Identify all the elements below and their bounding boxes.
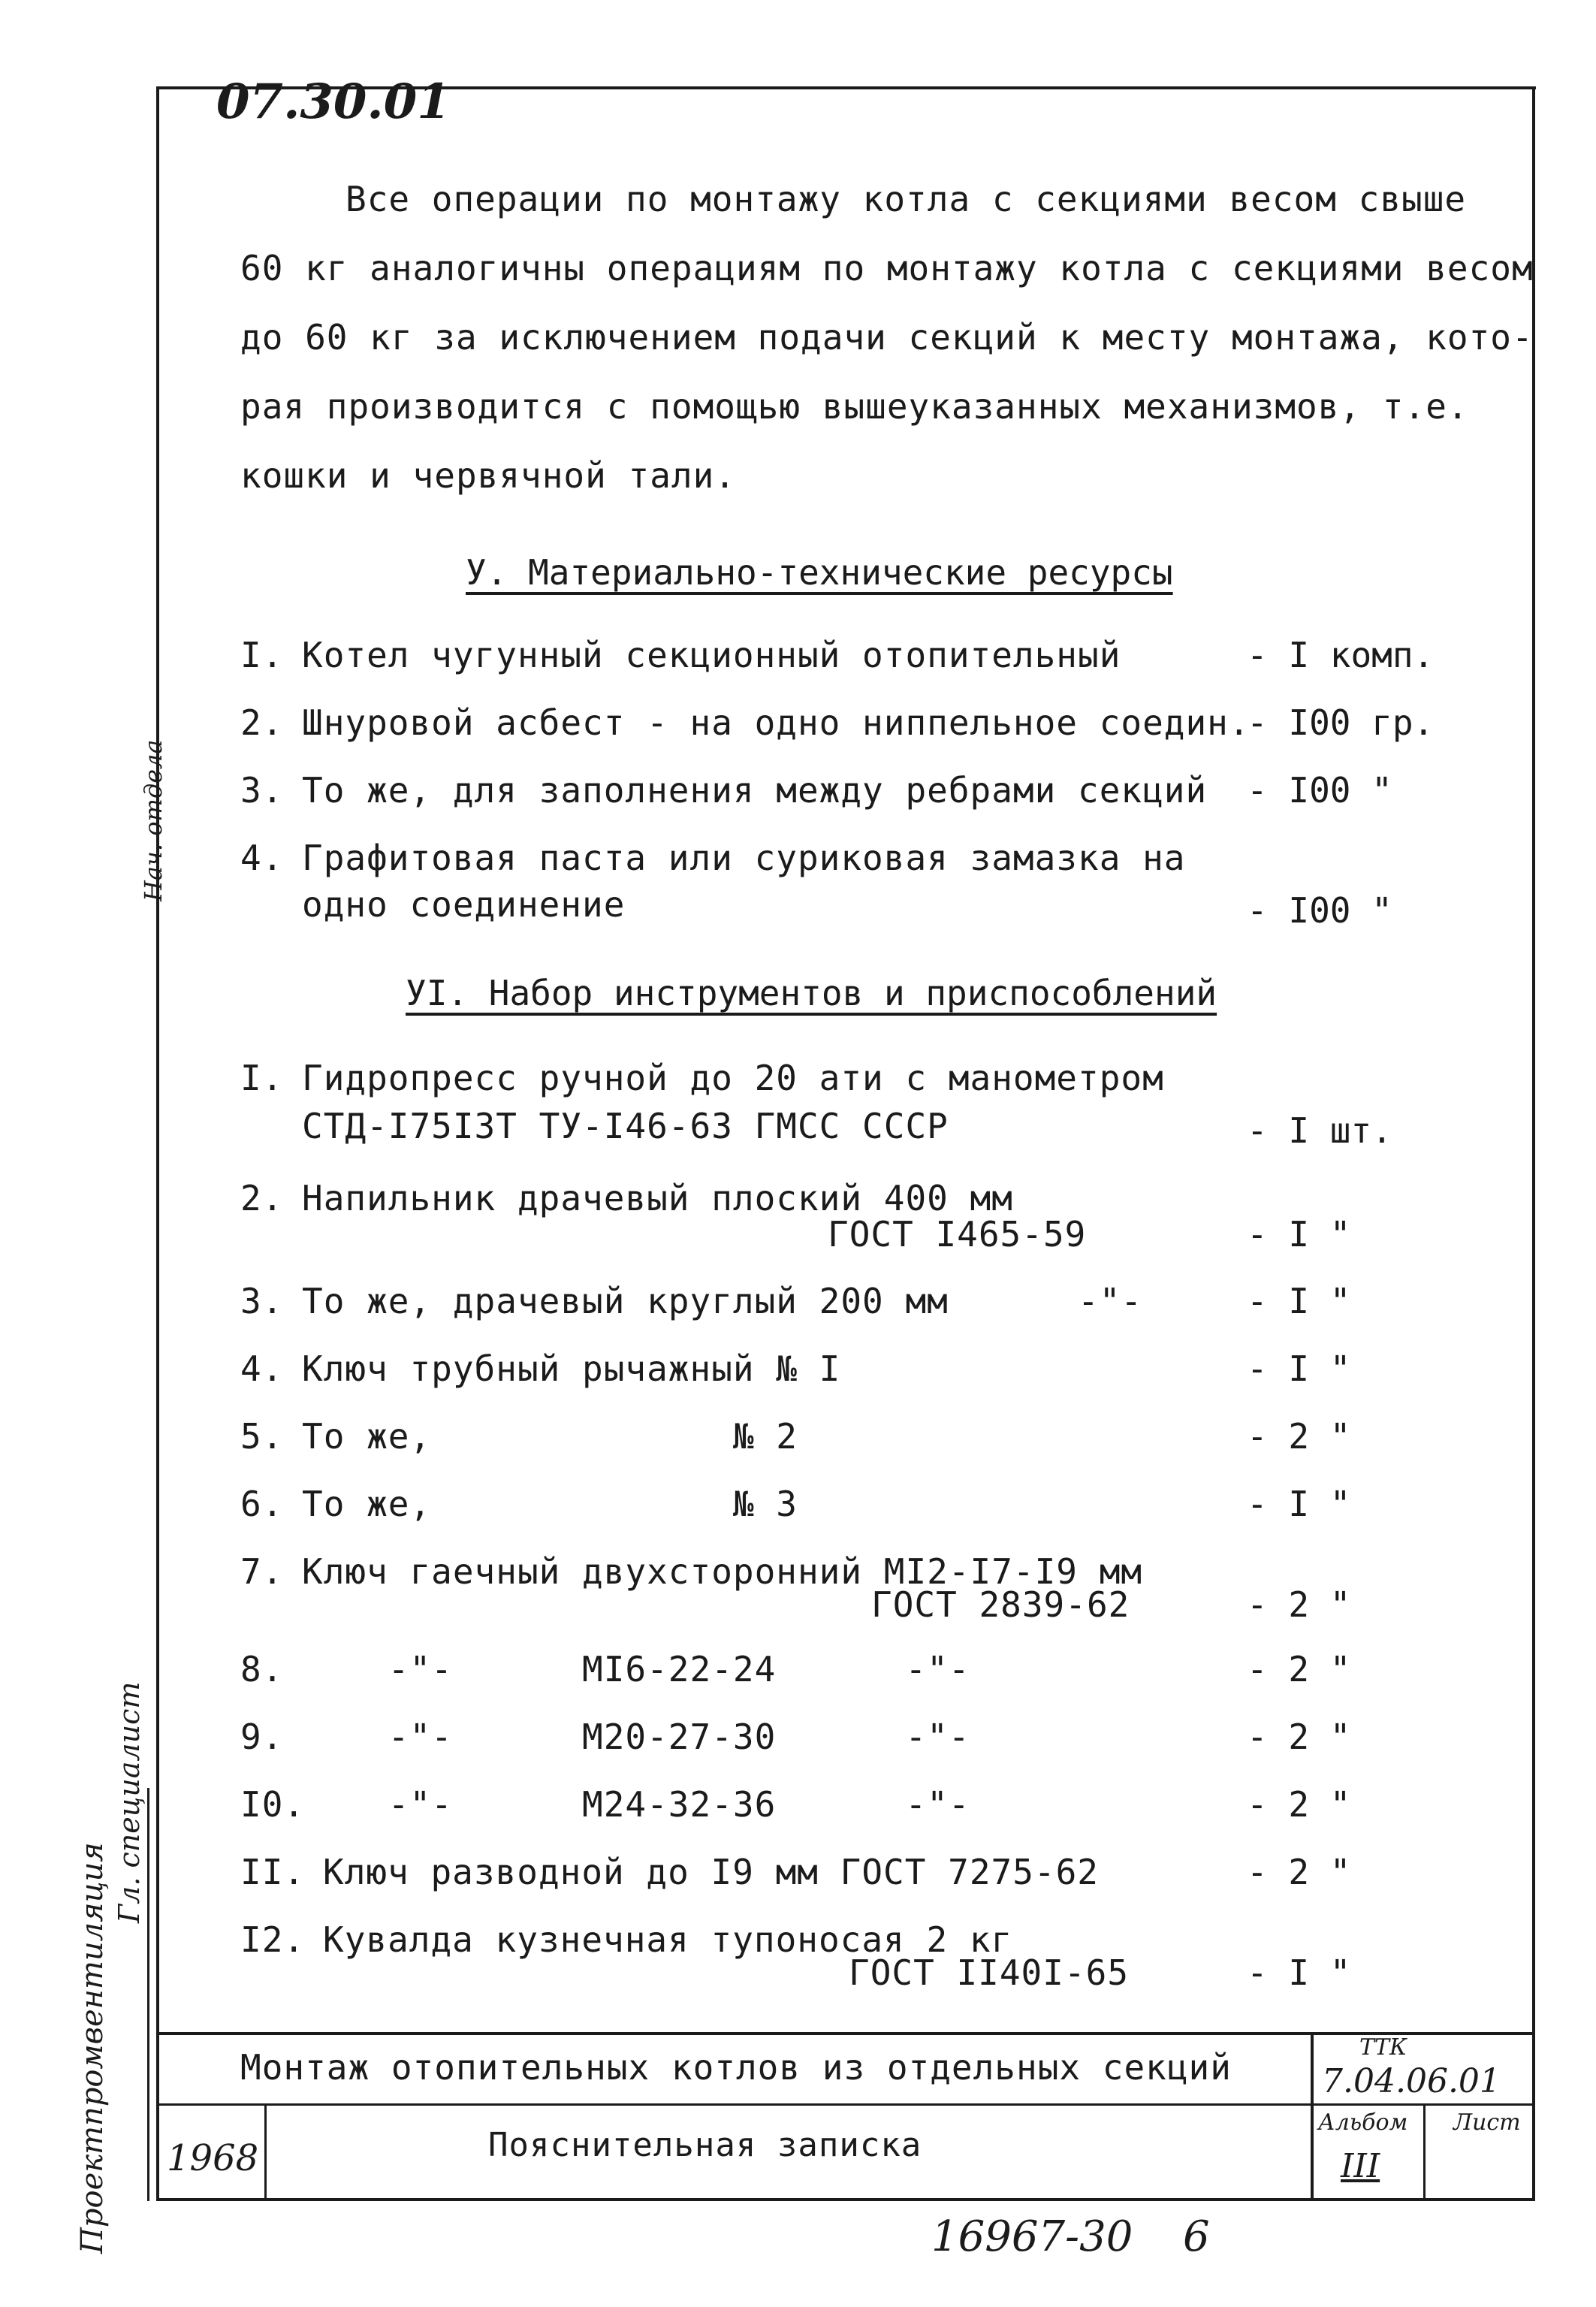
item-number: I. [240,1058,284,1098]
intro-line-4: рая производится с помощью вышеуказанных механизмов, т.е. [240,386,1469,427]
item-number: I2. [240,1919,306,1960]
item-text: Графитовая паста или суриковая замазка на [302,838,1186,878]
item-number: 4. [240,1348,284,1389]
item-text: Котел чугунный секционный отопительный [302,635,1121,675]
intro-line-3: до 60 кг за исключением подачи секций к месту монтажа, кото- [240,317,1534,358]
quantity: - 2 " [1247,1717,1351,1757]
stamp-album-value: III [1341,2147,1380,2185]
item-number: 3. [240,1281,284,1321]
margin-text-head: Нач. отдела [139,739,167,901]
intro-line-2: 60 кг аналогичны операциям по монтажу котла с секциями весом [240,248,1534,288]
item-number: 2. [240,702,284,743]
stamp-year-divider [264,2103,267,2200]
item-number: 5. [240,1416,284,1457]
quantity: - I " [1247,1348,1351,1389]
item-text: -"- МI6-22-24 -"- [302,1649,970,1689]
item-text: То же, драчевый круглый 200 мм -"- [302,1281,1143,1321]
frame-right-line [1532,86,1535,2201]
quantity: - 2 " [1247,1416,1351,1457]
quantity: - I00 " [1247,770,1392,811]
item-number: II. [240,1852,306,1892]
item-number: 8. [240,1649,284,1689]
quantity: - I шт. [1247,1110,1392,1151]
stamp-sheet-divider [1423,2103,1426,2200]
item-text: -"- М20-27-30 -"- [302,1717,970,1757]
quantity: - I " [1247,1484,1351,1524]
item-number: 4. [240,838,284,878]
item-text-continued: ГОСТ II40I-65 [849,1952,1130,1993]
footer-doc-number: 16967-30 [931,2212,1133,2261]
item-text: Ключ разводной до I9 мм ГОСТ 7275-62 [323,1852,1099,1892]
item-text: Напильник драчевый плоский 400 мм [302,1178,1013,1218]
item-number: 9. [240,1717,284,1757]
stamp-subtitle: Пояснительная записка [488,2126,922,2164]
item-text: Шнуровой асбест - на одно ниппельное соедин. [302,702,1251,743]
stamp-top-line [156,2032,1535,2035]
stamp-year: 1968 [167,2137,259,2179]
item-number: 3. [240,770,284,811]
item-number: 6. [240,1484,284,1524]
frame-left-line [156,86,159,2201]
item-text: Кувалда кузнечная тупоносая 2 кг [323,1919,1013,1960]
item-number: 2. [240,1178,284,1218]
section-6-title: УI. Набор инструментов и приспособлений [406,973,1217,1013]
stamp-ttk-label: ТТК [1359,2034,1407,2061]
item-text-continued: ГОСТ 2839-62 [871,1584,1130,1625]
item-text-continued: одно соединение [302,884,626,925]
item-text: Гидропресс ручной до 20 ати с манометром [302,1058,1164,1098]
item-text-continued: СТД-I75I3Т ТУ-I46-63 ГМСС СССР [302,1106,949,1146]
item-text: То же, № 3 [302,1484,798,1524]
footer-page-number: 6 [1183,2212,1210,2261]
quantity: - I комп. [1247,635,1435,675]
section-5-title: У. Материально-технические ресурсы [466,552,1173,593]
stamp-bottom-line [156,2198,1535,2201]
quantity: - I00 гр. [1247,702,1435,743]
quantity: - 2 " [1247,1584,1351,1625]
quantity: - I " [1247,1281,1351,1321]
item-text-continued: ГОСТ I465-59 [828,1214,1087,1255]
stamp-album-label: Альбом [1318,2109,1408,2136]
binding-inner-line [147,1788,149,2201]
item-text: То же, № 2 [302,1416,798,1457]
item-text: Ключ трубный рычажный № I [302,1348,841,1389]
stamp-sheet-label: Лист [1453,2109,1521,2136]
stamp-ttk-code: 7.04.06.01 [1322,2062,1501,2100]
quantity: - I00 " [1247,890,1392,931]
quantity: - 2 " [1247,1649,1351,1689]
item-text: -"- М24-32-36 -"- [302,1784,970,1825]
intro-line-1: Все операции по монтажу котла с секциями весом свыше [345,179,1467,219]
document-code: 07.30.01 [216,74,451,130]
item-text: Ключ гаечный двухсторонний МI2-I7-I9 мм [302,1551,1143,1592]
intro-line-5: кошки и червячной тали. [240,455,736,496]
quantity: - I " [1247,1952,1351,1993]
quantity: - I " [1247,1214,1351,1255]
item-text: То же, для заполнения между ребрами секций [302,770,1208,811]
stamp-middle-line [156,2103,1535,2106]
margin-text-specialist: Гл. специалист [113,1681,146,1923]
stamp-code-divider [1311,2032,1314,2201]
stamp-main-title: Монтаж отопительных котлов из отдельных секций [240,2047,1232,2088]
item-number: I0. [240,1784,306,1825]
quantity: - 2 " [1247,1784,1351,1825]
quantity: - 2 " [1247,1852,1351,1892]
margin-text-organization: Проектпромвентиляция [75,1842,110,2254]
item-number: 7. [240,1551,284,1592]
item-number: I. [240,635,284,675]
